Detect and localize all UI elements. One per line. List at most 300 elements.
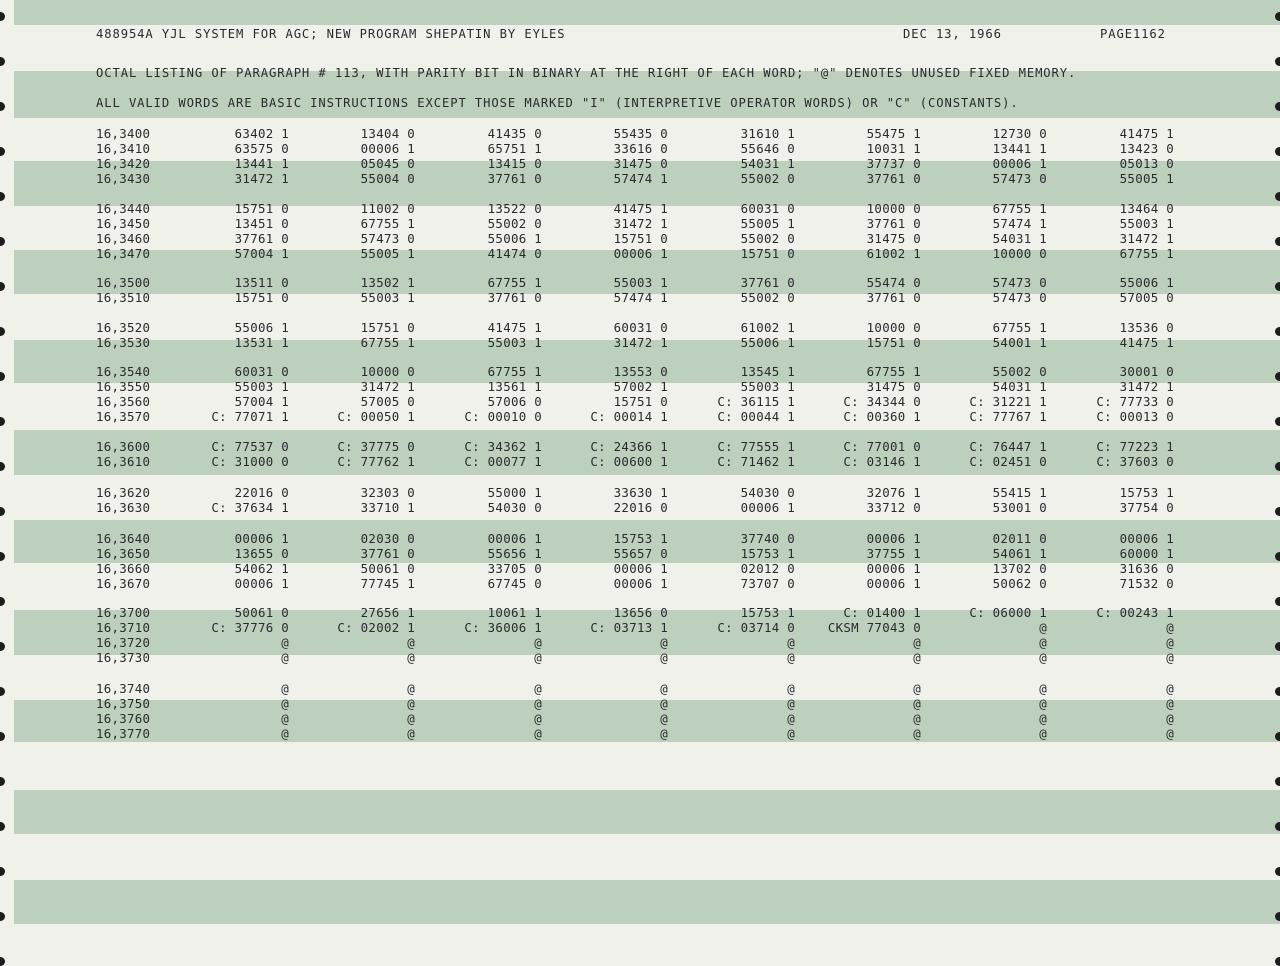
word-cell: 13502 1 (360, 275, 415, 290)
word-cell: 13702 0 (992, 561, 1047, 576)
word-cell: 67755 1 (487, 275, 542, 290)
word-cell: 02012 0 (740, 561, 795, 576)
word-cell: 60031 0 (740, 201, 795, 216)
tractor-hole (1275, 417, 1280, 426)
word-cell: 00006 1 (866, 531, 921, 546)
word-cell: @ (913, 635, 921, 650)
word-cell: 13655 0 (234, 546, 289, 561)
word-cell: C: 00360 1 (843, 409, 921, 424)
word-cell: 00006 1 (234, 531, 289, 546)
tractor-hole (0, 147, 5, 156)
word-cell: 60031 0 (234, 364, 289, 379)
word-cell: 41435 0 (487, 126, 542, 141)
word-cell: @ (1039, 681, 1047, 696)
word-cell: 54061 1 (992, 546, 1047, 561)
word-cell: 37761 0 (866, 216, 921, 231)
row-address: 16,3610 (96, 454, 151, 469)
tractor-hole (1275, 372, 1280, 381)
tractor-hole (1275, 57, 1280, 66)
word-cell: 54001 1 (992, 335, 1047, 350)
word-cell: @ (407, 681, 415, 696)
tractor-hole (1275, 777, 1280, 786)
word-cell: 55003 1 (740, 379, 795, 394)
word-cell: 15751 0 (360, 320, 415, 335)
word-cell: C: 01400 1 (843, 605, 921, 620)
word-cell: 67755 1 (1119, 246, 1174, 261)
word-cell: 00006 1 (487, 531, 542, 546)
tractor-hole (1275, 867, 1280, 876)
word-cell: 10061 1 (487, 605, 542, 620)
word-cell: 31472 1 (613, 216, 668, 231)
tractor-hole (1275, 912, 1280, 921)
tractor-hole (0, 237, 5, 246)
word-cell: @ (913, 696, 921, 711)
row-address: 16,3770 (96, 726, 151, 741)
row-address: 16,3550 (96, 379, 151, 394)
word-cell: 13423 0 (1119, 141, 1174, 156)
word-cell: 15751 0 (613, 394, 668, 409)
word-cell: C: 37775 0 (337, 439, 415, 454)
tractor-hole (0, 57, 5, 66)
tractor-hole (1275, 822, 1280, 831)
row-address: 16,3560 (96, 394, 151, 409)
word-cell: 57006 0 (487, 394, 542, 409)
word-cell: @ (787, 711, 795, 726)
word-cell: 41475 1 (1119, 335, 1174, 350)
tractor-hole (1275, 687, 1280, 696)
row-address: 16,3700 (96, 605, 151, 620)
word-cell: @ (660, 711, 668, 726)
word-cell: @ (787, 726, 795, 741)
word-cell: 22016 0 (234, 485, 289, 500)
word-cell: C: 00600 1 (590, 454, 668, 469)
word-cell: C: 00050 1 (337, 409, 415, 424)
word-cell: 37761 0 (740, 275, 795, 290)
word-cell: 37761 0 (234, 231, 289, 246)
word-cell: 54030 0 (740, 485, 795, 500)
word-cell: C: 37776 0 (211, 620, 289, 635)
word-cell: 41475 1 (613, 201, 668, 216)
word-cell: C: 76447 1 (969, 439, 1047, 454)
word-cell: 37754 0 (1119, 500, 1174, 515)
word-cell: 55002 0 (487, 216, 542, 231)
word-cell: C: 03714 0 (717, 620, 795, 635)
row-address: 16,3470 (96, 246, 151, 261)
word-cell: 55000 1 (487, 485, 542, 500)
word-cell: 37761 0 (487, 290, 542, 305)
word-cell: 00006 1 (613, 246, 668, 261)
row-address: 16,3620 (96, 485, 151, 500)
word-cell: C: 77223 1 (1096, 439, 1174, 454)
word-cell: 33712 0 (866, 500, 921, 515)
word-cell: 13545 1 (740, 364, 795, 379)
word-cell: 10000 0 (866, 201, 921, 216)
word-cell: 55003 1 (613, 275, 668, 290)
header-date: DEC 13, 1966 (903, 27, 1002, 41)
word-cell: 37761 0 (866, 290, 921, 305)
word-cell: 67755 1 (487, 364, 542, 379)
word-cell: @ (1166, 726, 1174, 741)
word-cell: C: 77762 1 (337, 454, 415, 469)
word-cell: 50061 0 (234, 605, 289, 620)
word-cell: 30001 0 (1119, 364, 1174, 379)
word-cell: 55474 0 (866, 275, 921, 290)
word-cell: @ (1039, 635, 1047, 650)
tractor-hole (0, 12, 5, 21)
row-address: 16,3600 (96, 439, 151, 454)
tractor-hole (0, 777, 5, 786)
word-cell: 05045 0 (360, 156, 415, 171)
word-cell: 00006 1 (613, 576, 668, 591)
tractor-hole (1275, 147, 1280, 156)
word-cell: C: 02451 0 (969, 454, 1047, 469)
row-address: 16,3460 (96, 231, 151, 246)
word-cell: 55006 1 (1119, 275, 1174, 290)
word-cell: C: 77537 0 (211, 439, 289, 454)
word-cell: 32303 0 (360, 485, 415, 500)
word-cell: @ (281, 681, 289, 696)
word-cell: 55003 1 (360, 290, 415, 305)
word-cell: 00006 1 (234, 576, 289, 591)
word-cell: 55435 0 (613, 126, 668, 141)
word-cell: @ (913, 726, 921, 741)
tractor-hole (0, 957, 5, 966)
word-cell: 55005 1 (740, 216, 795, 231)
word-cell: 57473 0 (992, 290, 1047, 305)
word-cell: 63575 0 (234, 141, 289, 156)
word-cell: 31472 1 (360, 379, 415, 394)
tractor-hole (1275, 282, 1280, 291)
word-cell: 31472 1 (1119, 231, 1174, 246)
word-cell: 55415 1 (992, 485, 1047, 500)
word-cell: 13464 0 (1119, 201, 1174, 216)
word-cell: @ (281, 726, 289, 741)
tractor-hole (1275, 102, 1280, 111)
word-cell: 27656 1 (360, 605, 415, 620)
word-cell: 10031 1 (866, 141, 921, 156)
word-cell: 57004 1 (234, 246, 289, 261)
word-cell: 13404 0 (360, 126, 415, 141)
word-cell: 55657 0 (613, 546, 668, 561)
word-cell: 13553 0 (613, 364, 668, 379)
tractor-hole (1275, 327, 1280, 336)
word-cell: 31475 0 (613, 156, 668, 171)
word-cell: 54031 1 (992, 379, 1047, 394)
row-address: 16,3410 (96, 141, 151, 156)
word-cell: @ (787, 650, 795, 665)
word-cell: 00006 1 (1119, 531, 1174, 546)
word-cell: C: 00077 1 (464, 454, 542, 469)
tractor-hole (0, 327, 5, 336)
word-cell: 31475 0 (866, 231, 921, 246)
word-cell: 31610 1 (740, 126, 795, 141)
word-cell: 54030 0 (487, 500, 542, 515)
word-cell: 13561 1 (487, 379, 542, 394)
row-address: 16,3640 (96, 531, 151, 546)
word-cell: 41475 1 (487, 320, 542, 335)
row-address: 16,3540 (96, 364, 151, 379)
word-cell: @ (787, 681, 795, 696)
word-cell: @ (407, 726, 415, 741)
tractor-hole (0, 507, 5, 516)
tractor-hole (1275, 642, 1280, 651)
word-cell: C: 77767 1 (969, 409, 1047, 424)
word-cell: @ (407, 696, 415, 711)
tractor-hole (1275, 192, 1280, 201)
word-cell: CKSM 77043 0 (827, 620, 921, 635)
header-page: PAGE1162 (1100, 27, 1166, 41)
tractor-hole (0, 867, 5, 876)
word-cell: 33630 1 (613, 485, 668, 500)
word-cell: C: 34344 0 (843, 394, 921, 409)
row-address: 16,3450 (96, 216, 151, 231)
word-cell: C: 37603 0 (1096, 454, 1174, 469)
word-cell: @ (1166, 650, 1174, 665)
word-cell: 37761 0 (866, 171, 921, 186)
word-cell: 15753 1 (740, 605, 795, 620)
word-cell: 15751 0 (234, 290, 289, 305)
word-cell: 33616 0 (613, 141, 668, 156)
word-cell: 41475 1 (1119, 126, 1174, 141)
word-cell: 63402 1 (234, 126, 289, 141)
word-cell: C: 77001 0 (843, 439, 921, 454)
word-cell: 37761 0 (487, 171, 542, 186)
word-cell: 15753 1 (613, 531, 668, 546)
row-address: 16,3420 (96, 156, 151, 171)
word-cell: 55475 1 (866, 126, 921, 141)
row-address: 16,3660 (96, 561, 151, 576)
word-cell: 22016 0 (613, 500, 668, 515)
word-cell: @ (1039, 726, 1047, 741)
description-line-1: OCTAL LISTING OF PARAGRAPH # 113, WITH PARITY BIT IN BINARY AT THE RIGHT OF EACH WORD; "@" DENOTES UNUSED FIXED MEMORY. (96, 66, 1077, 80)
word-cell: @ (1166, 681, 1174, 696)
word-cell: C: 24366 1 (590, 439, 668, 454)
word-cell: 73707 0 (740, 576, 795, 591)
word-cell: 37761 0 (360, 546, 415, 561)
word-cell: 54031 1 (740, 156, 795, 171)
word-cell: 50062 0 (992, 576, 1047, 591)
row-address: 16,3730 (96, 650, 151, 665)
word-cell: 67755 1 (866, 364, 921, 379)
word-cell: 12730 0 (992, 126, 1047, 141)
tractor-hole (0, 732, 5, 741)
word-cell: C: 00014 1 (590, 409, 668, 424)
tractor-hole (1275, 462, 1280, 471)
word-cell: 33710 1 (360, 500, 415, 515)
row-address: 16,3520 (96, 320, 151, 335)
tractor-hole (0, 462, 5, 471)
word-cell: 55002 0 (992, 364, 1047, 379)
word-cell: 05013 0 (1119, 156, 1174, 171)
word-cell: 15753 1 (1119, 485, 1174, 500)
word-cell: 31472 1 (234, 171, 289, 186)
word-cell: 10000 0 (866, 320, 921, 335)
word-cell: 57473 0 (360, 231, 415, 246)
word-cell: 37740 0 (740, 531, 795, 546)
word-cell: @ (281, 635, 289, 650)
row-address: 16,3400 (96, 126, 151, 141)
word-cell: 10000 0 (360, 364, 415, 379)
word-cell: 32076 1 (866, 485, 921, 500)
word-cell: @ (534, 635, 542, 650)
word-cell: 41474 0 (487, 246, 542, 261)
word-cell: 57473 0 (992, 171, 1047, 186)
tractor-hole (0, 102, 5, 111)
word-cell: @ (1166, 696, 1174, 711)
word-cell: C: 77733 0 (1096, 394, 1174, 409)
word-cell: C: 71462 1 (717, 454, 795, 469)
word-cell: @ (281, 650, 289, 665)
word-cell: C: 31221 1 (969, 394, 1047, 409)
word-cell: 13536 0 (1119, 320, 1174, 335)
tractor-hole (0, 912, 5, 921)
word-cell: C: 00044 1 (717, 409, 795, 424)
word-cell: 55003 1 (487, 335, 542, 350)
left-tractor-holes (0, 0, 12, 959)
paper-band (14, 880, 1280, 924)
word-cell: C: 03146 1 (843, 454, 921, 469)
row-address: 16,3760 (96, 711, 151, 726)
word-cell: 00006 1 (360, 141, 415, 156)
description-line-2: ALL VALID WORDS ARE BASIC INSTRUCTIONS EXCEPT THOSE MARKED "I" (INTERPRETIVE OPERATOR WORDS) OR "C" (CONSTANTS). (96, 96, 1019, 110)
word-cell: 61002 1 (866, 246, 921, 261)
tractor-hole (1275, 597, 1280, 606)
tractor-hole (0, 282, 5, 291)
word-cell: 65751 1 (487, 141, 542, 156)
word-cell: C: 00243 1 (1096, 605, 1174, 620)
word-cell: 55646 0 (740, 141, 795, 156)
word-cell: 02030 0 (360, 531, 415, 546)
word-cell: @ (1166, 711, 1174, 726)
row-address: 16,3720 (96, 635, 151, 650)
word-cell: @ (913, 711, 921, 726)
word-cell: 15751 0 (866, 335, 921, 350)
word-cell: C: 36006 1 (464, 620, 542, 635)
word-cell: 67745 0 (487, 576, 542, 591)
word-cell: @ (1166, 635, 1174, 650)
word-cell: @ (1039, 696, 1047, 711)
word-cell: @ (534, 726, 542, 741)
tractor-hole (0, 372, 5, 381)
word-cell: 55003 1 (234, 379, 289, 394)
word-cell: C: 37634 1 (211, 500, 289, 515)
row-address: 16,3740 (96, 681, 151, 696)
word-cell: 57474 1 (613, 171, 668, 186)
word-cell: 13522 0 (487, 201, 542, 216)
tractor-hole (1275, 507, 1280, 516)
row-address: 16,3710 (96, 620, 151, 635)
word-cell: 55005 1 (1119, 171, 1174, 186)
word-cell: C: 00010 0 (464, 409, 542, 424)
header-title: 488954A YJL SYSTEM FOR AGC; NEW PROGRAM SHEPATIN BY EYLES (96, 27, 566, 41)
word-cell: 15751 0 (234, 201, 289, 216)
word-cell: @ (534, 650, 542, 665)
word-cell: 57474 1 (613, 290, 668, 305)
word-cell: C: 31000 0 (211, 454, 289, 469)
word-cell: @ (660, 650, 668, 665)
word-cell: 54062 1 (234, 561, 289, 576)
word-cell: C: 36115 1 (717, 394, 795, 409)
word-cell: 57002 1 (613, 379, 668, 394)
word-cell: 77745 1 (360, 576, 415, 591)
word-cell: 13451 0 (234, 216, 289, 231)
word-cell: 15751 0 (613, 231, 668, 246)
tractor-hole (0, 192, 5, 201)
word-cell: 13415 0 (487, 156, 542, 171)
word-cell: 60000 1 (1119, 546, 1174, 561)
word-cell: 00006 1 (740, 500, 795, 515)
row-address: 16,3650 (96, 546, 151, 561)
word-cell: C: 06000 1 (969, 605, 1047, 620)
word-cell: @ (913, 681, 921, 696)
word-cell: 37755 1 (866, 546, 921, 561)
word-cell: 50061 0 (360, 561, 415, 576)
word-cell: 57005 0 (360, 394, 415, 409)
tractor-hole (0, 552, 5, 561)
word-cell: C: 02002 1 (337, 620, 415, 635)
word-cell: @ (534, 696, 542, 711)
word-cell: 33705 0 (487, 561, 542, 576)
word-cell: @ (660, 681, 668, 696)
word-cell: 31472 1 (613, 335, 668, 350)
tractor-hole (0, 597, 5, 606)
word-cell: @ (1039, 650, 1047, 665)
word-cell: 11002 0 (360, 201, 415, 216)
word-cell: 67755 1 (992, 320, 1047, 335)
word-cell: C: 77555 1 (717, 439, 795, 454)
word-cell: 60031 0 (613, 320, 668, 335)
word-cell: 55006 1 (234, 320, 289, 335)
word-cell: @ (281, 696, 289, 711)
word-cell: 00006 1 (992, 156, 1047, 171)
word-cell: 55656 1 (487, 546, 542, 561)
row-address: 16,3750 (96, 696, 151, 711)
word-cell: C: 34362 1 (464, 439, 542, 454)
tractor-hole (0, 642, 5, 651)
word-cell: @ (281, 711, 289, 726)
word-cell: 53001 0 (992, 500, 1047, 515)
word-cell: @ (407, 711, 415, 726)
word-cell: 00006 1 (866, 576, 921, 591)
word-cell: @ (787, 696, 795, 711)
word-cell: 55006 1 (487, 231, 542, 246)
word-cell: 67755 1 (992, 201, 1047, 216)
word-cell: 31636 0 (1119, 561, 1174, 576)
word-cell: @ (534, 711, 542, 726)
tractor-hole (1275, 552, 1280, 561)
word-cell: 57005 0 (1119, 290, 1174, 305)
word-cell: 31472 1 (1119, 379, 1174, 394)
row-address: 16,3500 (96, 275, 151, 290)
word-cell: @ (1166, 620, 1174, 635)
row-address: 16,3430 (96, 171, 151, 186)
word-cell: 00006 1 (613, 561, 668, 576)
word-cell: 55005 1 (360, 246, 415, 261)
word-cell: @ (407, 635, 415, 650)
word-cell: 10000 0 (992, 246, 1047, 261)
word-cell: 57004 1 (234, 394, 289, 409)
tractor-hole (0, 822, 5, 831)
paper-band (14, 790, 1280, 834)
row-address: 16,3440 (96, 201, 151, 216)
word-cell: @ (660, 635, 668, 650)
word-cell: 15753 1 (740, 546, 795, 561)
word-cell: 55002 0 (740, 171, 795, 186)
word-cell: 57474 1 (992, 216, 1047, 231)
word-cell: @ (1039, 620, 1047, 635)
right-tractor-holes (1268, 0, 1280, 959)
word-cell: C: 77071 1 (211, 409, 289, 424)
